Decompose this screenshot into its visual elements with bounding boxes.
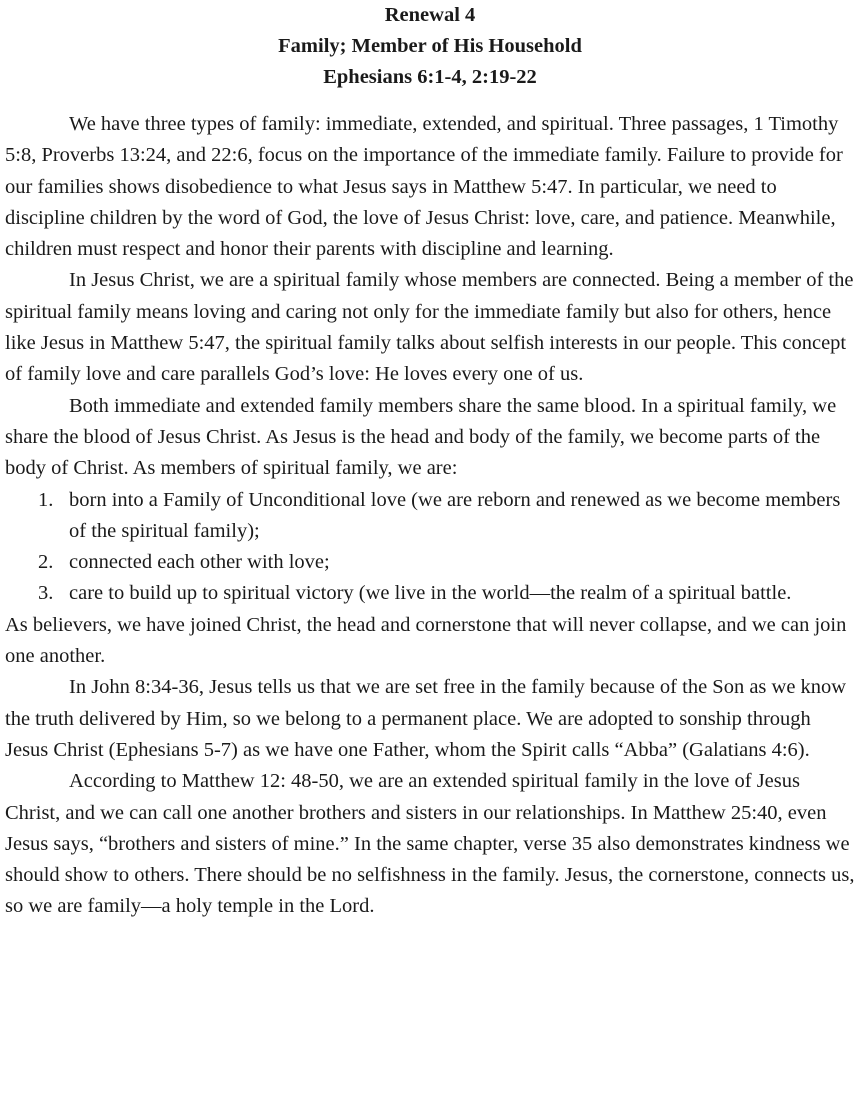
list-item bbox=[5, 485, 855, 548]
list-item bbox=[5, 578, 855, 609]
paragraph-believers: As believers, we have joined Christ, the head and cornerstone that will never collapse, and we can join one another. bbox=[5, 613, 847, 668]
title-line-series: Renewal 4 bbox=[384, 4, 476, 26]
paragraph-extended-spiritual-family: According to Matthew 12: 48-50, we are an extended spiritual family in the love of Jesus Christ, and we can call one another brothers and sisters in our relationships. In Matthew 25:40, even Jesus says, “brothers and sisters of mine.” In the same chapter, verse 35 also demonstrates kindness we should show to others. There should be no selfishness in the family. Jesus, the cornerstone, connects us, so we are family—a holy temple in the Lord. bbox=[5, 770, 855, 918]
document-title bbox=[5, 0, 855, 93]
list-item-text: born into a Family of Unconditional love (we are reborn and renewed as we become members of the spiritual family); bbox=[69, 488, 841, 542]
list-item-text: connected each other with love; bbox=[69, 551, 330, 574]
list-item-number: 3. bbox=[38, 582, 54, 605]
title-line-scripture: Ephesians 6:1-4, 2:19-22 bbox=[323, 66, 537, 88]
paragraph-shared-blood: Both immediate and extended family members share the same blood. In a spiritual family, we share the blood of Jesus Christ. As Jesus is the head and body of the family, we become parts of the body of Christ. As members of spiritual family, we are: bbox=[5, 394, 837, 480]
list-item-text: care to build up to spiritual victory (we live in the world—the realm of a spiritual battle. bbox=[69, 582, 792, 605]
list-item-number: 2. bbox=[38, 551, 54, 574]
paragraph-spiritual-family: In Jesus Christ, we are a spiritual family whose members are connected. Being a member of the spiritual family means loving and caring not only for the immediate family but also for others, hence like Jesus in Matthew 5:47, the spiritual family talks about selfish interests in our people. This concept of family love and care parallels God’s love: He loves every one of us. bbox=[5, 269, 854, 386]
list-item-number: 1. bbox=[38, 488, 54, 511]
list-item bbox=[5, 547, 855, 578]
paragraph-set-free: In John 8:34-36, Jesus tells us that we are set free in the family because of the Son as we know the truth delivered by Him, so we belong to a permanent place. We are adopted to sonship through Jesus Christ (Ephesians 5-7) as we have one Father, whom the Spirit calls “Abba” (Galatians 4:6). bbox=[5, 676, 847, 761]
document-body bbox=[5, 109, 855, 923]
paragraph-types-of-family: We have three types of family: immediate, extended, and spiritual. Three passages, 1 Timothy 5:8, Proverbs 13:24, and 22:6, focus on the importance of the immediate family. Failure to provide for our families shows disobedience to what Jesus says in Matthew 5:47. In particular, we need to discipline children by the word of God, the love of Jesus Christ: love, care, and patience. Meanwhile, children must respect and honor their parents with discipline and learning. bbox=[5, 113, 843, 261]
title-line-topic: Family; Member of His Household bbox=[278, 35, 582, 57]
members-list bbox=[5, 485, 855, 610]
